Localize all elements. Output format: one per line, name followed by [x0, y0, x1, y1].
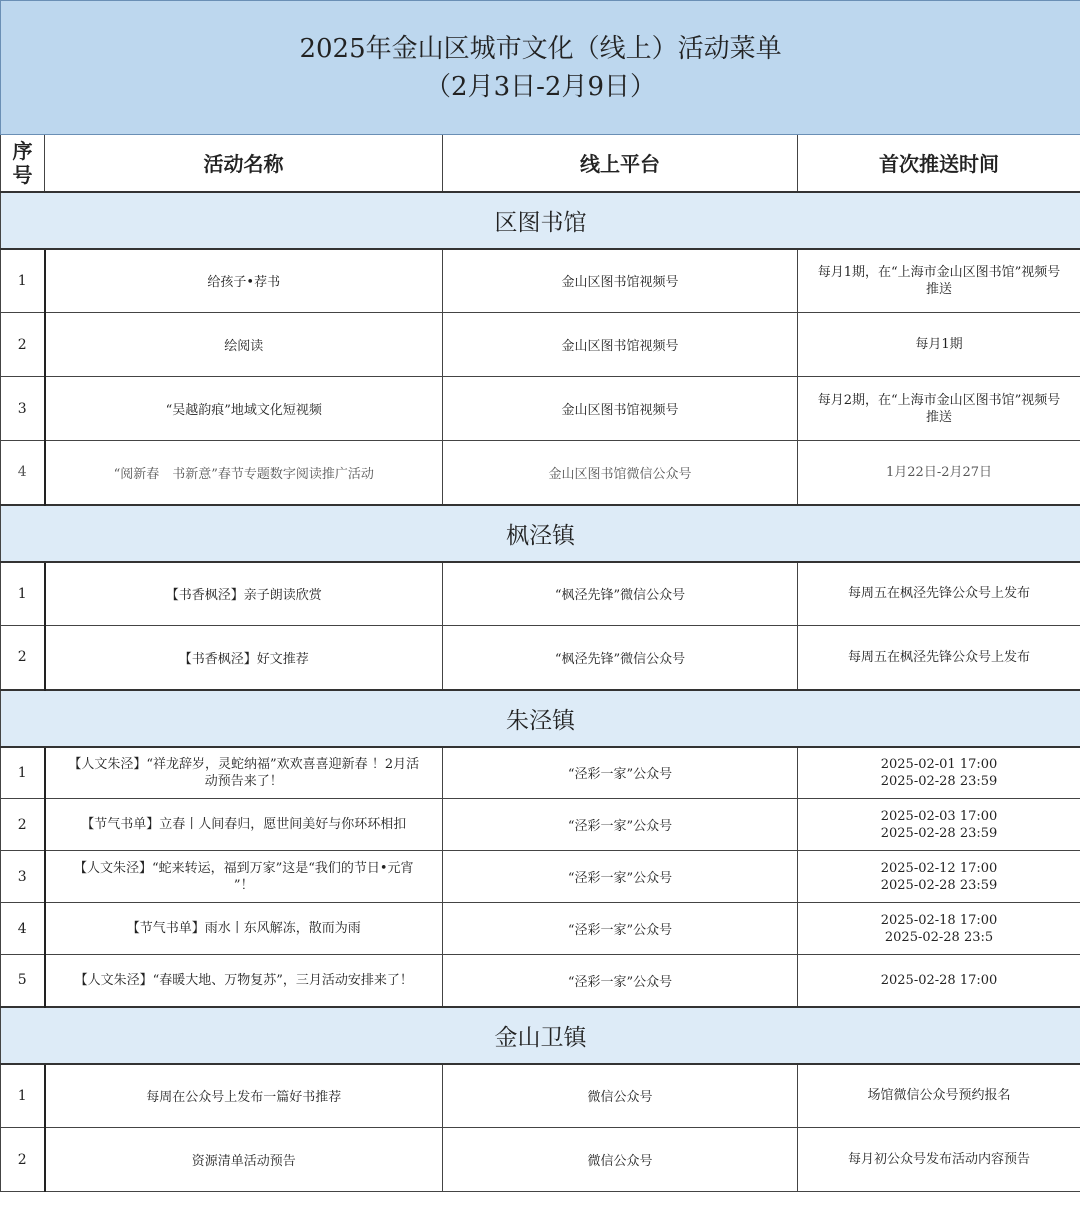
table-header: [1, 135, 1080, 192]
platform: 微信公众号: [443, 1128, 798, 1192]
push-time: 2025-02-28 17:00: [798, 955, 1080, 1007]
table-row: [1, 249, 1080, 313]
push-time: 每周五在枫泾先锋公众号上发布: [798, 562, 1080, 626]
activity-name: 资源清单活动预告: [45, 1128, 443, 1192]
platform: 金山区图书馆视频号: [443, 377, 798, 441]
row-number: 2: [1, 799, 45, 851]
push-time: 2025-02-18 17:00 2025-02-28 23:5: [798, 903, 1080, 955]
section-title: 朱泾镇: [1, 690, 1080, 747]
push-time: 1月22日-2月27日: [798, 441, 1080, 505]
activity-name: 绘阅读: [45, 313, 443, 377]
header-name: 活动名称: [45, 135, 443, 192]
platform: “泾彩一家”公众号: [443, 747, 798, 799]
activity-name: “吴越韵痕”地域文化短视频: [45, 377, 443, 441]
header-platform: 线上平台: [443, 135, 798, 192]
row-number: 3: [1, 377, 45, 441]
table-row: [1, 377, 1080, 441]
platform: “泾彩一家”公众号: [443, 851, 798, 903]
table-row: [1, 747, 1080, 799]
table-row: [1, 562, 1080, 626]
activity-name: 【人文朱泾】“祥龙辞岁，灵蛇纳福”欢欢喜喜迎新春 ！2月活 动预告来了！: [45, 747, 443, 799]
activity-name: 【书香枫泾】好文推荐: [45, 626, 443, 690]
row-number: 2: [1, 1128, 45, 1192]
table-row: [1, 1064, 1080, 1128]
row-number: 4: [1, 441, 45, 505]
platform: 微信公众号: [443, 1064, 798, 1128]
title-line2: （2月3日-2月9日）: [425, 71, 656, 102]
table-row: [1, 851, 1080, 903]
activity-name: “阅新春 书新意”春节专题数字阅读推广活动: [45, 441, 443, 505]
activity-name: 【节气书单】雨水丨东风解冻，散而为雨: [45, 903, 443, 955]
activity-name: 【书香枫泾】亲子朗读欣赏: [45, 562, 443, 626]
push-time: 每月2期，在“上海市金山区图书馆”视频号 推送: [798, 377, 1080, 441]
table-row: [1, 626, 1080, 690]
platform: “泾彩一家”公众号: [443, 903, 798, 955]
platform: 金山区图书馆视频号: [443, 249, 798, 313]
activity-name: 【人文朱泾】“蛇来转运，福到万家”这是“我们的节日•元宵 ”！: [45, 851, 443, 903]
platform: “泾彩一家”公众号: [443, 799, 798, 851]
activity-name: 给孩子•荐书: [45, 249, 443, 313]
activity-name: 【人文朱泾】“春暖大地、万物复苏”，三月活动安排来了！: [45, 955, 443, 1007]
section-title: 枫泾镇: [1, 505, 1080, 562]
platform: “枫泾先锋”微信公众号: [443, 562, 798, 626]
table-row: [1, 1128, 1080, 1192]
row-number: 4: [1, 903, 45, 955]
row-number: 2: [1, 313, 45, 377]
push-time: 2025-02-03 17:00 2025-02-28 23:59: [798, 799, 1080, 851]
row-number: 1: [1, 249, 45, 313]
push-time: 每周五在枫泾先锋公众号上发布: [798, 626, 1080, 690]
platform: 金山区图书馆微信公众号: [443, 441, 798, 505]
row-number: 2: [1, 626, 45, 690]
push-time: 每月初公众号发布活动内容预告: [798, 1128, 1080, 1192]
platform: 金山区图书馆视频号: [443, 313, 798, 377]
header-seq: 序 号: [1, 135, 45, 192]
row-number: 3: [1, 851, 45, 903]
activity-name: 每周在公众号上发布一篇好书推荐: [45, 1064, 443, 1128]
row-number: 1: [1, 562, 45, 626]
platform: “泾彩一家”公众号: [443, 955, 798, 1007]
section-title: 区图书馆: [1, 192, 1080, 249]
section-title: 金山卫镇: [1, 1007, 1080, 1064]
page-title: [1, 1, 1080, 135]
push-time: 每月1期: [798, 313, 1080, 377]
push-time: 2025-02-12 17:00 2025-02-28 23:59: [798, 851, 1080, 903]
table-row: [1, 441, 1080, 505]
row-number: 5: [1, 955, 45, 1007]
activity-name: 【节气书单】立春丨人间春归，愿世间美好与你环环相扣: [45, 799, 443, 851]
title-line1: 2025年金山区城市文化（线上）活动菜单: [299, 33, 782, 64]
table-row: [1, 313, 1080, 377]
table-row: [1, 955, 1080, 1007]
push-time: 每月1期，在“上海市金山区图书馆”视频号 推送: [798, 249, 1080, 313]
push-time: 2025-02-01 17:00 2025-02-28 23:59: [798, 747, 1080, 799]
header-time: 首次推送时间: [798, 135, 1080, 192]
platform: “枫泾先锋”微信公众号: [443, 626, 798, 690]
row-number: 1: [1, 1064, 45, 1128]
push-time: 场馆微信公众号预约报名: [798, 1064, 1080, 1128]
row-number: 1: [1, 747, 45, 799]
table-row: [1, 903, 1080, 955]
table-row: [1, 799, 1080, 851]
